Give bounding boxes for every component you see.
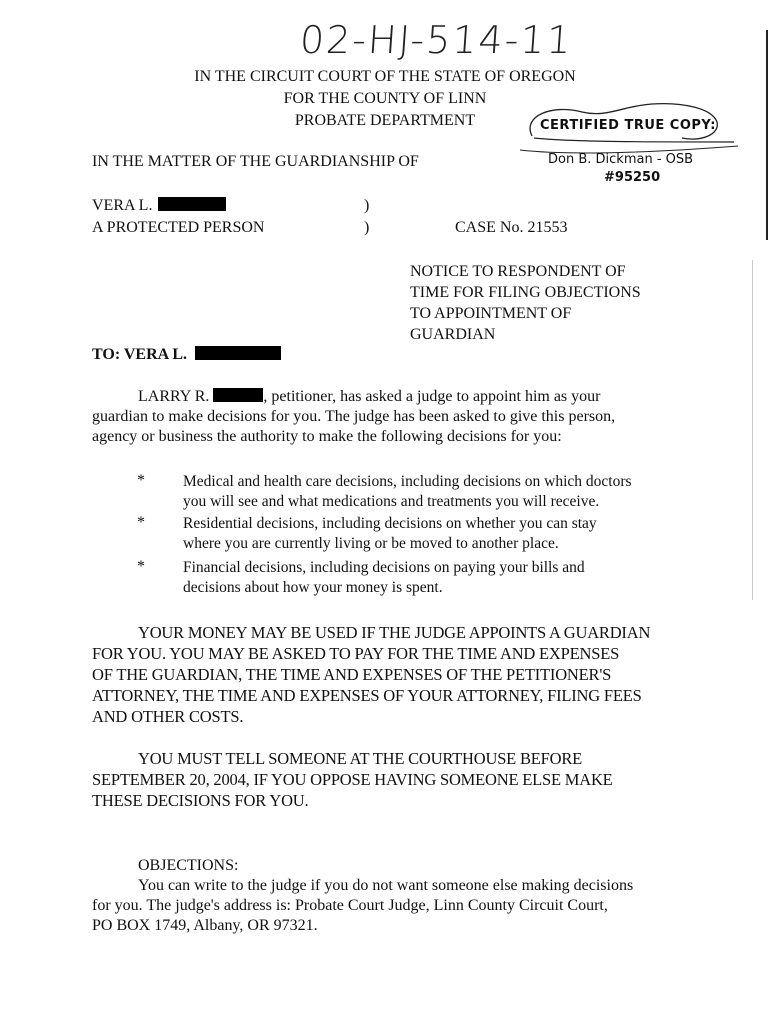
certified-copy-stamp <box>512 98 742 190</box>
decision-line: Financial decisions, including decisions on paying your bills and <box>183 559 585 576</box>
redaction-bar <box>213 388 263 402</box>
bullet-marker: * <box>137 472 145 489</box>
warning-line: OF THE GUARDIAN, THE TIME AND EXPENSES OF THE PETITIONER'S <box>92 665 612 684</box>
warning-line: AND OTHER COSTS. <box>92 707 244 726</box>
objections-line: PO BOX 1749, Albany, OR 97321. <box>92 917 318 934</box>
objections-line: for you. The judge's address is: Probate Court Judge, Linn County Circuit Court, <box>92 897 608 914</box>
notice-title <box>410 261 641 345</box>
objections-line: You can write to the judge if you do not want someone else making decisions <box>138 877 634 894</box>
deadline-warning-paragraph <box>92 748 684 811</box>
decision-item-medical <box>183 472 683 512</box>
decision-line: Residential decisions, including decisions on whether you can stay <box>183 515 597 532</box>
bullet-marker: * <box>137 558 145 575</box>
matter-line: IN THE MATTER OF THE GUARDIANSHIP OF <box>92 153 419 170</box>
court-header-line1: IN THE CIRCUIT COURT OF THE STATE OF OREGON <box>194 68 576 85</box>
intro-line: agency or business the authority to make the following decisions for you: <box>92 428 562 445</box>
warning-line: FOR YOU. YOU MAY BE ASKED TO PAY FOR THE TIME AND EXPENSES <box>92 644 620 663</box>
warning-line: SEPTEMBER 20, 2004, IF YOU OPPOSE HAVING SOMEONE ELSE MAKE <box>92 770 613 789</box>
stamp-bar-number: #95250 <box>604 170 661 185</box>
handwritten-case-reference: 02-HJ-514-11 <box>298 18 575 62</box>
caption-paren: ) <box>364 197 370 214</box>
scan-edge-mark <box>766 30 768 240</box>
intro-paragraph <box>92 387 684 447</box>
decision-line: decisions about how your money is spent. <box>183 579 443 596</box>
petitioner-name: LARRY R. <box>138 388 210 405</box>
notice-title-line: NOTICE TO RESPONDENT OF <box>410 263 626 280</box>
decision-line: you will see and what medications and treatments you will receive. <box>183 493 600 510</box>
decision-line: where you are currently living or be moved to another place. <box>183 535 559 552</box>
addressee-line <box>92 345 281 365</box>
objections-section <box>92 856 684 936</box>
redaction-bar <box>195 346 281 360</box>
decision-item-financial <box>183 558 683 598</box>
court-header-line2: FOR THE COUNTY OF LINN <box>283 90 487 107</box>
notice-title-line: GUARDIAN <box>410 326 496 343</box>
party-name <box>92 196 226 216</box>
decision-item-residential <box>183 514 683 554</box>
warning-line: YOUR MONEY MAY BE USED IF THE JUDGE APPOINTS A GUARDIAN <box>138 623 651 642</box>
warning-line: ATTORNEY, THE TIME AND EXPENSES OF YOUR ATTORNEY, FILING FEES <box>92 686 642 705</box>
decision-line: Medical and health care decisions, including decisions on which doctors <box>183 473 632 490</box>
warning-line: THESE DECISIONS FOR YOU. <box>92 791 309 810</box>
party-name-text: VERA L. <box>92 197 153 214</box>
bullet-marker: * <box>137 514 145 531</box>
party-role: A PROTECTED PERSON <box>92 219 265 236</box>
intro-line: guardian to make decisions for you. The judge has been asked to give this person, <box>92 408 616 425</box>
stamp-certified-text: CERTIFIED TRUE COPY: <box>540 118 716 133</box>
objections-heading: OBJECTIONS: <box>138 857 239 874</box>
money-warning-paragraph <box>92 622 684 727</box>
addressee-text: TO: VERA L. <box>92 346 187 363</box>
notice-title-line: TO APPOINTMENT OF <box>410 305 572 322</box>
scan-edge-mark <box>752 260 753 600</box>
case-number: CASE No. 21553 <box>455 219 568 236</box>
stamp-attorney-name: Don B. Dickman - OSB <box>548 152 694 167</box>
redaction-bar <box>158 197 226 211</box>
notice-title-line: TIME FOR FILING OBJECTIONS <box>410 284 641 301</box>
court-header-line3: PROBATE DEPARTMENT <box>294 112 476 129</box>
caption-paren: ) <box>364 219 370 236</box>
intro-line <box>92 387 684 407</box>
intro-text: , petitioner, has asked a judge to appoint him as your <box>263 388 601 405</box>
warning-line: YOU MUST TELL SOMEONE AT THE COURTHOUSE BEFORE <box>138 749 583 768</box>
